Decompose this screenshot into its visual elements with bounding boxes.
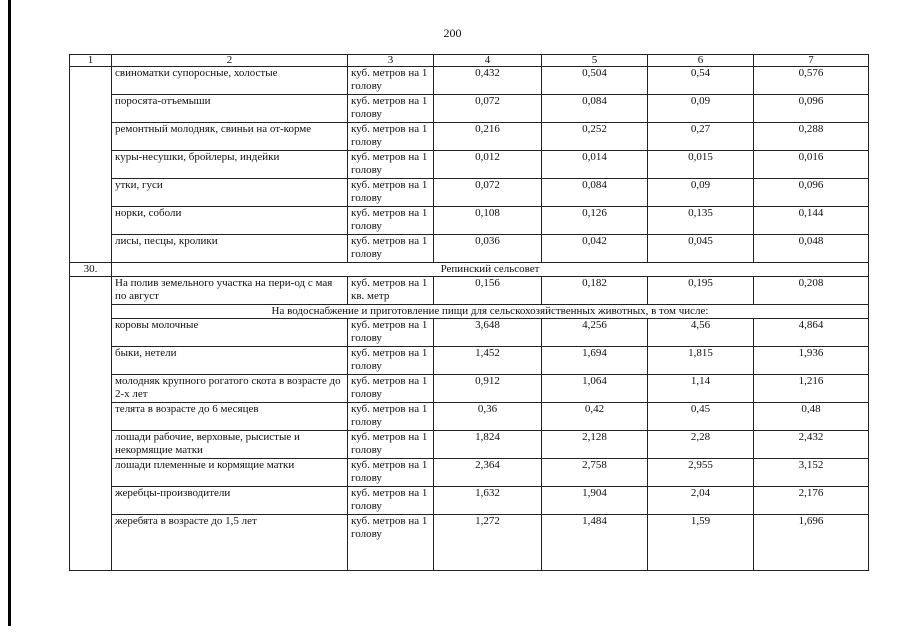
animal-name: коровы молочные: [112, 319, 348, 347]
value-col-6: 2,955: [648, 459, 754, 487]
value-col-4: 0,012: [434, 151, 542, 179]
value-col-7: 0,096: [754, 95, 869, 123]
unit-of-measure: куб. метров на 1 голову: [348, 375, 434, 403]
value-col-4: 1,824: [434, 431, 542, 459]
table-row: [70, 459, 869, 487]
value-col-4: 0,36: [434, 403, 542, 431]
irrigation-name: На полив земельного участка на пери-од с мая по август: [112, 277, 348, 305]
value-col-4: 2,364: [434, 459, 542, 487]
table-row: [70, 487, 869, 515]
value-col-4: 1,272: [434, 515, 542, 571]
value-col-6: 0,09: [648, 95, 754, 123]
unit-of-measure: куб. метров на 1 голову: [348, 207, 434, 235]
animal-name: лошади племенные и кормящие матки: [112, 459, 348, 487]
table-row: [70, 235, 869, 263]
value-col-7: 3,152: [754, 459, 869, 487]
table-row: [70, 95, 869, 123]
value-col-4: 0,216: [434, 123, 542, 151]
column-header-4: 4: [434, 55, 542, 67]
value-col-6: 0,54: [648, 67, 754, 95]
value-col-6: 1,14: [648, 375, 754, 403]
column-header-row: [70, 55, 869, 67]
page-number: 200: [443, 26, 462, 40]
column-header-6: 6: [648, 55, 754, 67]
unit-of-measure: куб. метров на 1 голову: [348, 459, 434, 487]
value-col-5: 1,694: [542, 347, 648, 375]
value-col-4: 0,072: [434, 95, 542, 123]
value-col-7: 2,176: [754, 487, 869, 515]
value-col-4: 0,036: [434, 235, 542, 263]
column-header-1: 1: [70, 55, 112, 67]
value-col-5: 0,504: [542, 67, 648, 95]
value-col-4: 1,452: [434, 347, 542, 375]
value-col-7: 4,864: [754, 319, 869, 347]
column-header-3: 3: [348, 55, 434, 67]
table-row: [70, 123, 869, 151]
value-col-7: 0,288: [754, 123, 869, 151]
table-row: [70, 375, 869, 403]
section-row: [70, 263, 869, 277]
unit-of-measure: куб. метров на 1 голову: [348, 403, 434, 431]
value-col-5: 0,014: [542, 151, 648, 179]
animal-name: лошади рабочие, верховые, рысистые и некормящие матки: [112, 431, 348, 459]
table-row: [70, 515, 869, 571]
value-col-5: 0,182: [542, 277, 648, 305]
table-row: [70, 207, 869, 235]
value-col-4: 0,432: [434, 67, 542, 95]
value-col-4: 0,072: [434, 179, 542, 207]
value-col-7: 0,016: [754, 151, 869, 179]
animal-name: жеребята в возрасте до 1,5 лет: [112, 515, 348, 571]
value-col-5: 2,128: [542, 431, 648, 459]
animal-name: телята в возрасте до 6 месяцев: [112, 403, 348, 431]
unit-of-measure: куб. метров на 1 голову: [348, 123, 434, 151]
value-col-6: 0,195: [648, 277, 754, 305]
table-row: [70, 67, 869, 95]
value-col-6: 1,815: [648, 347, 754, 375]
row-number-blank: [70, 67, 112, 263]
value-col-7: 0,096: [754, 179, 869, 207]
value-col-7: 1,696: [754, 515, 869, 571]
subheading-row: [70, 305, 869, 319]
unit-of-measure: куб. метров на 1 кв. метр: [348, 277, 434, 305]
animal-name: лисы, песцы, кролики: [112, 235, 348, 263]
value-col-6: 0,09: [648, 179, 754, 207]
animal-name: жеребцы-производители: [112, 487, 348, 515]
unit-of-measure: куб. метров на 1 голову: [348, 487, 434, 515]
animal-name: ремонтный молодняк, свиньи на от-корме: [112, 123, 348, 151]
value-col-5: 4,256: [542, 319, 648, 347]
value-col-5: 0,084: [542, 179, 648, 207]
table-body: [70, 55, 869, 571]
value-col-5: 0,084: [542, 95, 648, 123]
value-col-5: 0,42: [542, 403, 648, 431]
animal-name: молодняк крупного рогатого скота в возрасте до 2-х лет: [112, 375, 348, 403]
table-row: [70, 179, 869, 207]
value-col-5: 0,252: [542, 123, 648, 151]
animal-name: поросята-отъемыши: [112, 95, 348, 123]
value-col-7: 2,432: [754, 431, 869, 459]
value-col-6: 4,56: [648, 319, 754, 347]
animal-name: свиноматки супоросные, холостые: [112, 67, 348, 95]
value-col-4: 3,648: [434, 319, 542, 347]
unit-of-measure: куб. метров на 1 голову: [348, 347, 434, 375]
column-header-5: 5: [542, 55, 648, 67]
value-col-6: 0,45: [648, 403, 754, 431]
value-col-6: 2,28: [648, 431, 754, 459]
unit-of-measure: куб. метров на 1 голову: [348, 235, 434, 263]
table-row: [70, 319, 869, 347]
left-margin-bar: [8, 0, 11, 626]
unit-of-measure: куб. метров на 1 голову: [348, 67, 434, 95]
table-row: [70, 151, 869, 179]
unit-of-measure: куб. метров на 1 голову: [348, 319, 434, 347]
unit-of-measure: куб. метров на 1 голову: [348, 95, 434, 123]
animal-name: норки, соболи: [112, 207, 348, 235]
value-col-7: 1,216: [754, 375, 869, 403]
value-col-6: 0,015: [648, 151, 754, 179]
value-col-7: 0,144: [754, 207, 869, 235]
table-row: [70, 277, 869, 305]
column-header-7: 7: [754, 55, 869, 67]
value-col-7: 0,48: [754, 403, 869, 431]
value-col-6: 0,27: [648, 123, 754, 151]
value-col-7: 0,576: [754, 67, 869, 95]
value-col-5: 0,126: [542, 207, 648, 235]
value-col-5: 1,904: [542, 487, 648, 515]
unit-of-measure: куб. метров на 1 голову: [348, 151, 434, 179]
section-title: Репинский сельсовет: [112, 263, 869, 277]
value-col-6: 0,045: [648, 235, 754, 263]
animal-name: утки, гуси: [112, 179, 348, 207]
value-col-4: 0,108: [434, 207, 542, 235]
value-col-7: 0,208: [754, 277, 869, 305]
subheading: На водоснабжение и приготовление пищи для сельскохозяйственных животных, в том числе:: [112, 305, 869, 319]
value-col-5: 1,064: [542, 375, 648, 403]
value-col-7: 1,936: [754, 347, 869, 375]
table-row: [70, 347, 869, 375]
table-row: [70, 403, 869, 431]
value-col-5: 2,758: [542, 459, 648, 487]
column-header-2: 2: [112, 55, 348, 67]
value-col-6: 1,59: [648, 515, 754, 571]
value-col-6: 2,04: [648, 487, 754, 515]
water-consumption-table: [69, 54, 869, 571]
value-col-6: 0,135: [648, 207, 754, 235]
value-col-5: 1,484: [542, 515, 648, 571]
value-col-4: 1,632: [434, 487, 542, 515]
unit-of-measure: куб. метров на 1 голову: [348, 515, 434, 571]
row-number-blank: [70, 277, 112, 571]
unit-of-measure: куб. метров на 1 голову: [348, 431, 434, 459]
value-col-4: 0,912: [434, 375, 542, 403]
value-col-5: 0,042: [542, 235, 648, 263]
value-col-4: 0,156: [434, 277, 542, 305]
unit-of-measure: куб. метров на 1 голову: [348, 179, 434, 207]
value-col-7: 0,048: [754, 235, 869, 263]
section-number: 30.: [70, 263, 112, 277]
table-row: [70, 431, 869, 459]
animal-name: быки, нетели: [112, 347, 348, 375]
animal-name: куры-несушки, бройлеры, индейки: [112, 151, 348, 179]
